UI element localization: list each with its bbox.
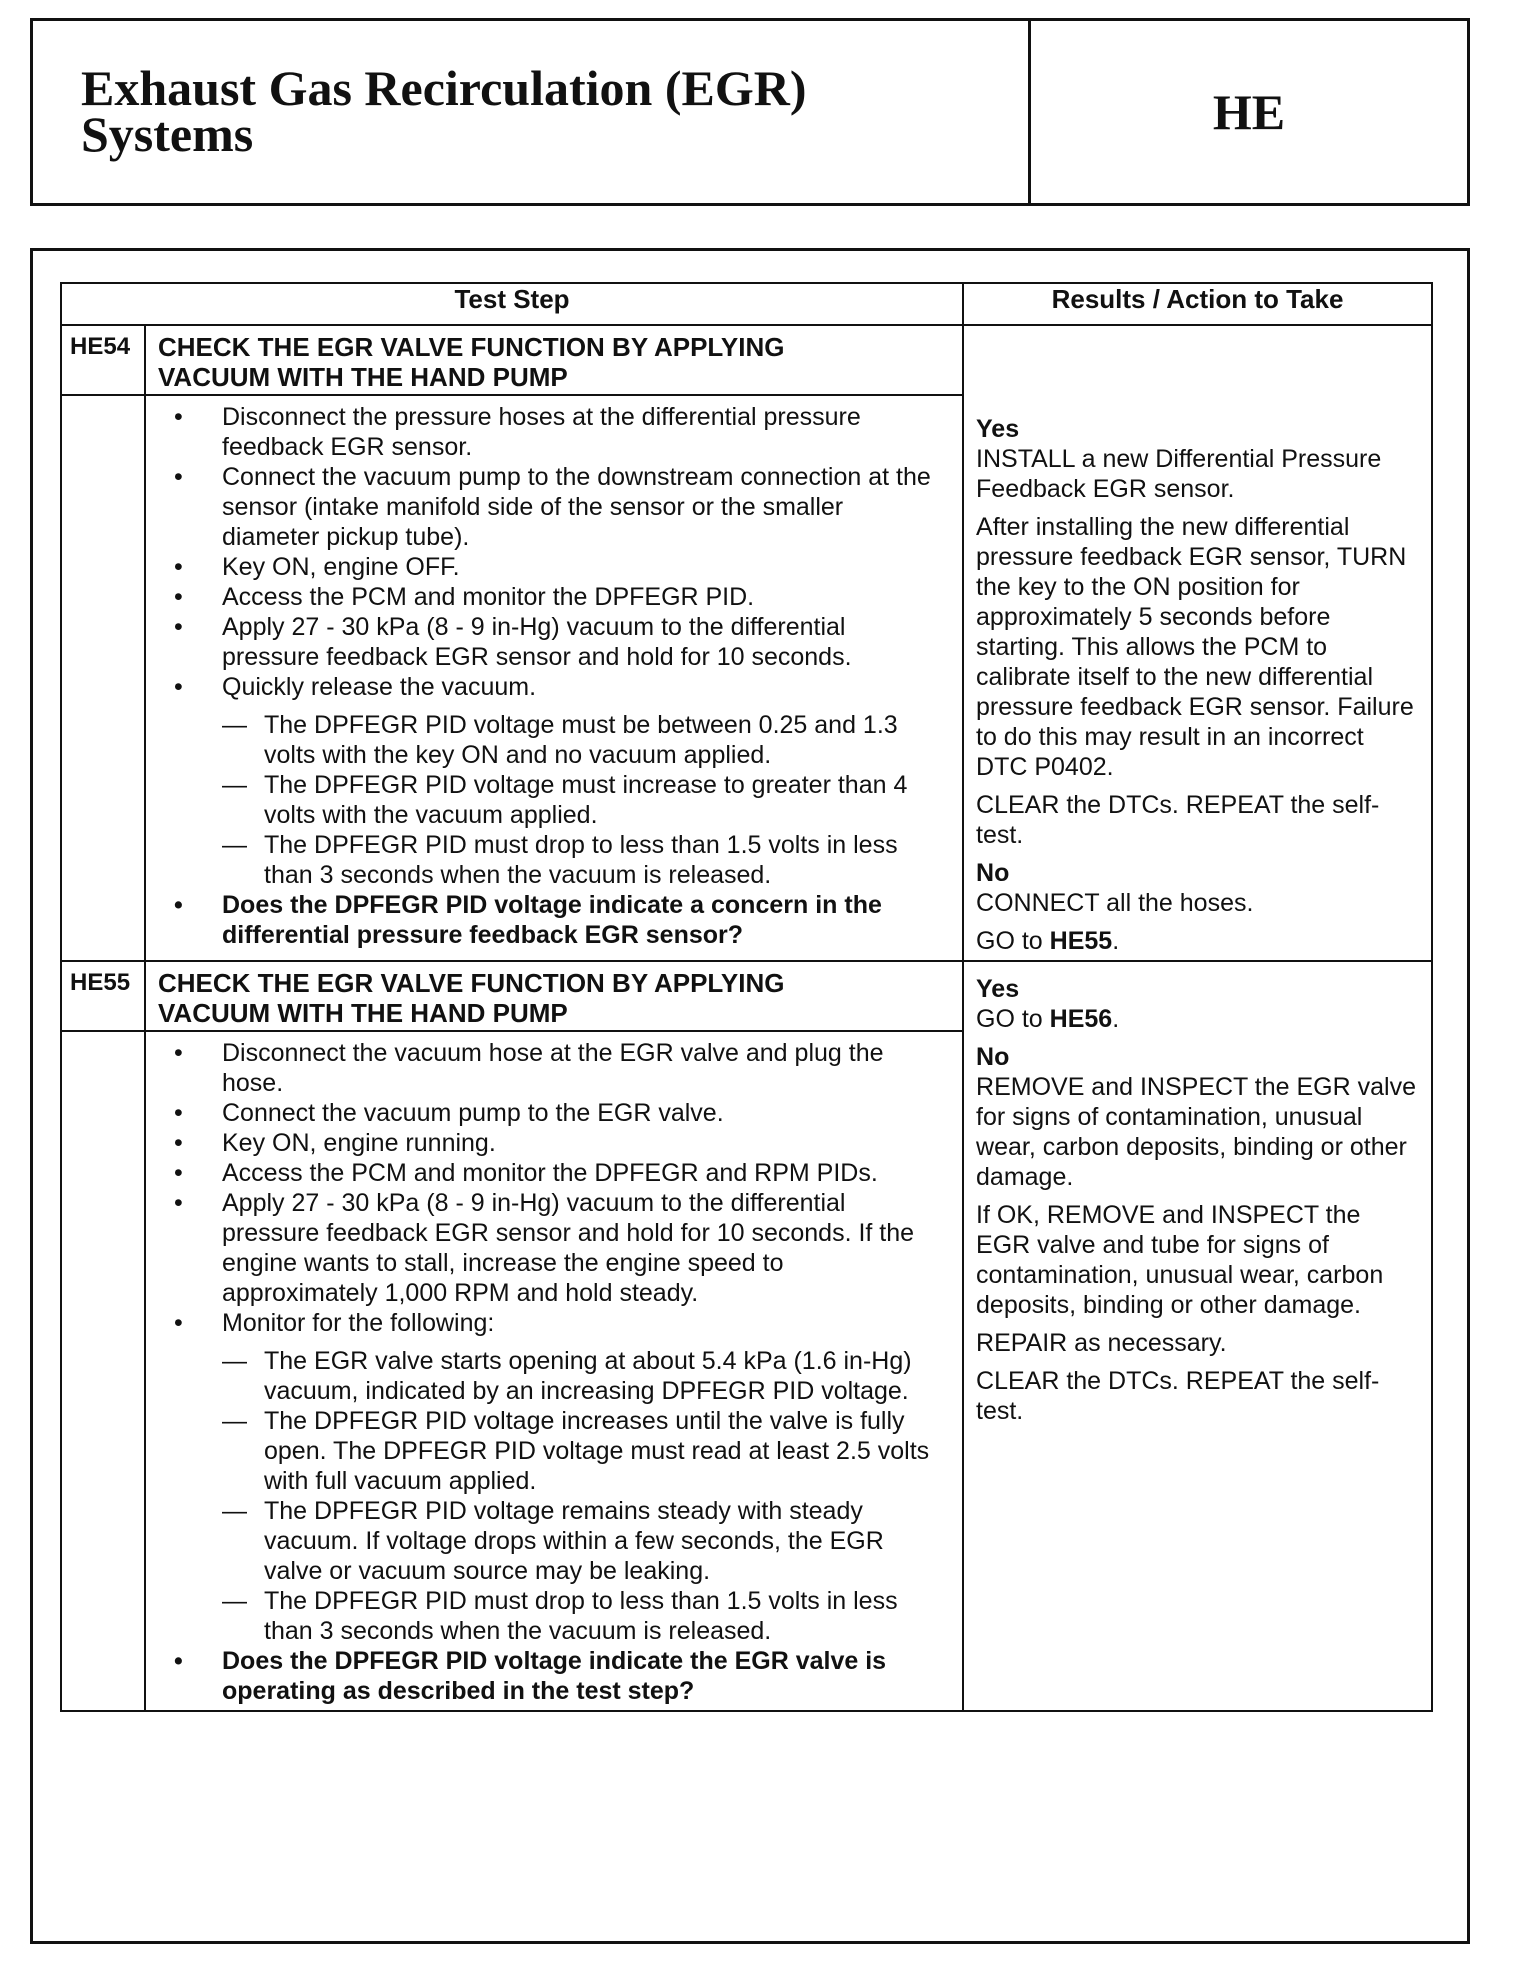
list-item: • Access the PCM and monitor the DPFEGR and RPM PIDs. bbox=[174, 1159, 878, 1187]
section-title-line2: Systems bbox=[81, 106, 254, 162]
result-yes-label: Yes bbox=[976, 975, 1020, 1003]
step-he54-results bbox=[963, 325, 1432, 961]
question-list bbox=[160, 1646, 938, 1706]
step-he54-title-row bbox=[61, 325, 1432, 395]
list-item: — The DPFEGR PID must drop to less than 1.5 volts in less than 3 seconds when the vacuum is released. bbox=[222, 1587, 898, 1645]
result-text: CLEAR the DTCs. REPEAT the self-test. bbox=[976, 1367, 1380, 1425]
result-text: REPAIR as necessary. bbox=[976, 1329, 1227, 1357]
dash-list bbox=[160, 710, 938, 890]
list-item: • Connect the vacuum pump to the EGR valve. bbox=[174, 1099, 724, 1127]
list-item: — The DPFEGR PID voltage remains steady with steady vacuum. If voltage drops within a few seconds, the EGR valve or vacuum source may be leaking. bbox=[222, 1497, 884, 1585]
step-title bbox=[145, 961, 963, 1031]
section-title-line1: Exhaust Gas Recirculation (EGR) bbox=[81, 60, 807, 116]
list-item: — The DPFEGR PID voltage increases until the valve is fully open. The DPFEGR PID voltage must read at least 2.5 volts with full vacuum applied. bbox=[222, 1407, 930, 1495]
list-item: • Disconnect the vacuum hose at the EGR valve and plug the hose. bbox=[174, 1039, 884, 1097]
dash-list bbox=[160, 1346, 938, 1646]
step-title-line1: CHECK THE EGR VALVE FUNCTION BY APPLYING bbox=[158, 332, 785, 362]
section-title bbox=[33, 21, 1031, 203]
step-question: • Does the DPFEGR PID voltage indicate the EGR valve is operating as described in the test step? bbox=[174, 1647, 887, 1705]
step-title-line2: VACUUM WITH THE HAND PUMP bbox=[158, 998, 568, 1028]
step-id: HE54 bbox=[61, 325, 145, 395]
list-item: • Key ON, engine running. bbox=[174, 1129, 496, 1157]
step-title-line2: VACUUM WITH THE HAND PUMP bbox=[158, 362, 568, 392]
result-text: CLEAR the DTCs. REPEAT the self-test. bbox=[976, 791, 1380, 849]
goto-suffix: . bbox=[1112, 927, 1120, 955]
section-code: HE bbox=[1212, 84, 1286, 140]
list-item: • Quickly release the vacuum. bbox=[174, 673, 537, 701]
result-goto bbox=[976, 1004, 1421, 1034]
step-he55-results bbox=[963, 961, 1432, 1711]
bullet-list bbox=[160, 402, 938, 702]
step-title-line1: CHECK THE EGR VALVE FUNCTION BY APPLYING bbox=[158, 968, 785, 998]
bullet-list bbox=[160, 1038, 938, 1338]
step-id-spacer bbox=[61, 1031, 145, 1711]
list-item: — The DPFEGR PID must drop to less than 1.5 volts in less than 3 seconds when the vacuum is released. bbox=[222, 831, 898, 889]
table-header-row bbox=[61, 283, 1432, 325]
page-header bbox=[30, 18, 1470, 206]
list-item: • Apply 27 - 30 kPa (8 - 9 in-Hg) vacuum to the differential pressure feedback EGR sensor and hold for 10 seconds. bbox=[174, 613, 852, 671]
goto-prefix: GO to bbox=[976, 1005, 1050, 1033]
list-item: • Apply 27 - 30 kPa (8 - 9 in-Hg) vacuum to the differential pressure feedback EGR sensor and hold for 10 seconds. If the engine wants to stall, increase the engine speed to approximately 1,000 RPM and hold steady. bbox=[174, 1189, 915, 1307]
question-list bbox=[160, 890, 938, 950]
step-question: • Does the DPFEGR PID voltage indicate a concern in the differential pressure feedback EGR sensor? bbox=[174, 891, 882, 949]
result-goto bbox=[976, 926, 1421, 956]
list-item: — The DPFEGR PID voltage must increase to greater than 4 volts with the vacuum applied. bbox=[222, 771, 908, 829]
col-header-test-step: Test Step bbox=[61, 283, 963, 325]
result-yes-label: Yes bbox=[976, 415, 1020, 443]
col-header-results: Results / Action to Take bbox=[963, 283, 1432, 325]
result-text: If OK, REMOVE and INSPECT the EGR valve and tube for signs of contamination, unusual wear, carbon deposits, binding or other damage. bbox=[976, 1201, 1384, 1319]
goto-prefix: GO to bbox=[976, 927, 1050, 955]
list-item: • Access the PCM and monitor the DPFEGR PID. bbox=[174, 583, 755, 611]
list-item: — The EGR valve starts opening at about 5.4 kPa (1.6 in-Hg) vacuum, indicated by an increasing DPFEGR PID voltage. bbox=[222, 1347, 912, 1405]
goto-step-link[interactable]: HE56 bbox=[1049, 1005, 1113, 1033]
step-id-spacer bbox=[61, 395, 145, 961]
result-text: CONNECT all the hoses. bbox=[976, 889, 1254, 917]
step-title bbox=[145, 325, 963, 395]
step-he55-title-row bbox=[61, 961, 1432, 1031]
list-item: • Disconnect the pressure hoses at the differential pressure feedback EGR sensor. bbox=[174, 403, 861, 461]
list-item: • Key ON, engine OFF. bbox=[174, 553, 460, 581]
result-text: After installing the new differential pressure feedback EGR sensor, TURN the key to the ON position for approximately 5 seconds before starting. This allows the PCM to calibrate itself to the new differential pressure feedback EGR sensor. Failure to do this may result in an incorrect DTC P0402. bbox=[976, 513, 1414, 781]
list-item: • Monitor for the following: bbox=[174, 1309, 495, 1337]
list-item: — The DPFEGR PID voltage must be between 0.25 and 1.3 volts with the key ON and no vacuum applied. bbox=[222, 711, 898, 769]
goto-suffix: . bbox=[1112, 1005, 1120, 1033]
step-id: HE55 bbox=[61, 961, 145, 1031]
step-body bbox=[145, 1031, 963, 1711]
step-body bbox=[145, 395, 963, 961]
list-item: • Connect the vacuum pump to the downstream connection at the sensor (intake manifold side of the sensor or the smaller diameter pickup tube). bbox=[174, 463, 931, 551]
result-text: INSTALL a new Differential Pressure Feedback EGR sensor. bbox=[976, 445, 1382, 503]
result-no-label: No bbox=[976, 859, 1010, 887]
goto-step-link[interactable]: HE55 bbox=[1049, 927, 1113, 955]
result-text: REMOVE and INSPECT the EGR valve for signs of contamination, unusual wear, carbon deposits, binding or other damage. bbox=[976, 1073, 1416, 1191]
test-step-table bbox=[60, 282, 1433, 1712]
result-no-label: No bbox=[976, 1043, 1010, 1071]
